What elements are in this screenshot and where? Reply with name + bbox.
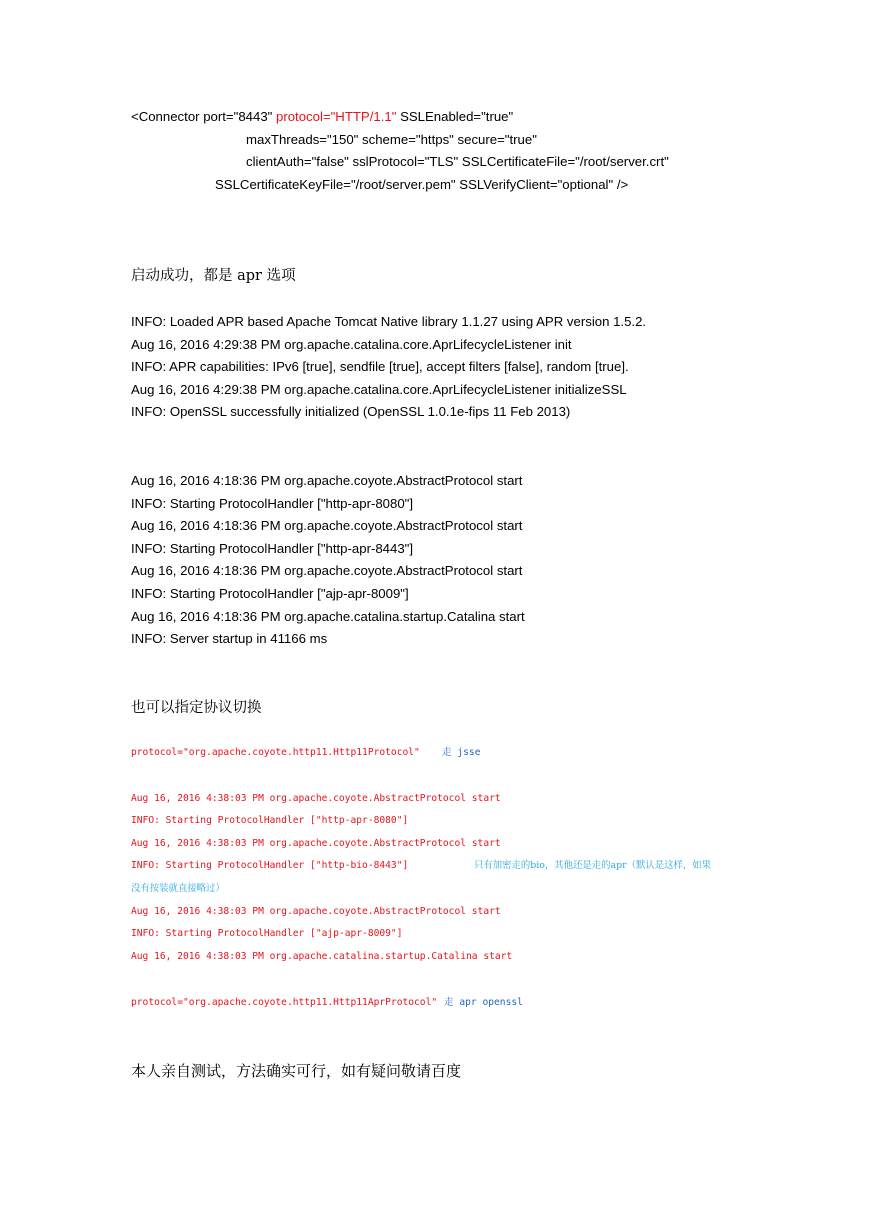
log3-line: Aug 16, 2016 4:38:03 PM org.apache.coyote.AbstractProtocol start — [131, 838, 501, 849]
log1-line: INFO: OpenSSL successfully initialized (OpenSSL 1.0.1e-fips 11 Feb 2013) — [131, 404, 571, 419]
protocol1-note-code: jsse — [457, 747, 481, 758]
config-connector-port: <Connector port="8443" — [131, 109, 276, 124]
protocol2-note-code: apr openssl — [459, 997, 523, 1008]
protocol1-code: protocol="org.apache.coyote.http11.Http11Protocol" — [131, 747, 420, 758]
log3-line: Aug 16, 2016 4:38:03 PM org.apache.coyote.AbstractProtocol start — [131, 793, 501, 804]
log2-line: INFO: Starting ProtocolHandler ["http-apr-8080"] — [131, 496, 414, 511]
protocol1-note — [442, 746, 480, 760]
log3-line: INFO: Starting ProtocolHandler ["http-apr-8080"] — [131, 815, 409, 826]
config-ssl-enabled: SSLEnabled="true" — [396, 109, 514, 124]
protocol1-note-cjk: 走 — [442, 747, 452, 758]
log2-line: INFO: Starting ProtocolHandler ["ajp-apr-8009"] — [131, 586, 409, 601]
config-line-4: SSLCertificateKeyFile="/root/server.pem" SSLVerifyClient="optional" /> — [215, 177, 629, 192]
heading-switch: 也可以指定协议切换 — [131, 700, 262, 716]
protocol2-note — [444, 996, 523, 1010]
log2-line: Aug 16, 2016 4:18:36 PM org.apache.coyote.AbstractProtocol start — [131, 518, 523, 533]
protocol2-code: protocol="org.apache.coyote.http11.Http11AprProtocol" — [131, 997, 438, 1008]
config-protocol-attr: protocol="HTTP/1.1" — [276, 109, 397, 124]
log2-line: Aug 16, 2016 4:18:36 PM org.apache.catalina.startup.Catalina start — [131, 609, 525, 624]
closing-remark: 本人亲自测试，方法确实可行，如有疑问敬请百度 — [131, 1062, 462, 1080]
log1-line: Aug 16, 2016 4:29:38 PM org.apache.catalina.core.AprLifecycleListener init — [131, 337, 572, 352]
log3-note-line-2: 没有按装就直接略过） — [131, 883, 225, 894]
config-line-3: clientAuth="false" sslProtocol="TLS" SSLCertificateFile="/root/server.crt" — [246, 154, 669, 169]
log2-line: Aug 16, 2016 4:18:36 PM org.apache.coyote.AbstractProtocol start — [131, 563, 523, 578]
log1-line: Aug 16, 2016 4:29:38 PM org.apache.catalina.core.AprLifecycleListener initializeSSL — [131, 382, 627, 397]
config-line-1 — [131, 108, 513, 126]
log3-line: Aug 16, 2016 4:38:03 PM org.apache.catalina.startup.Catalina start — [131, 951, 513, 962]
heading-success: 启动成功，都是 apr 选项 — [131, 268, 296, 284]
log2-line: INFO: Server startup in 41166 ms — [131, 631, 328, 646]
log1-line: INFO: Loaded APR based Apache Tomcat Native library 1.1.27 using APR version 1.5.2. — [131, 314, 647, 329]
log3-line: INFO: Starting ProtocolHandler ["http-bio-8443"] — [131, 860, 409, 871]
log1-line: INFO: APR capabilities: IPv6 [true], sendfile [true], accept filters [false], random [true]. — [131, 359, 629, 374]
log3-line: INFO: Starting ProtocolHandler ["ajp-apr-8009"] — [131, 928, 403, 939]
log3-line: Aug 16, 2016 4:38:03 PM org.apache.coyote.AbstractProtocol start — [131, 906, 501, 917]
log2-line: Aug 16, 2016 4:18:36 PM org.apache.coyote.AbstractProtocol start — [131, 473, 523, 488]
protocol2-note-cjk: 走 — [444, 997, 454, 1008]
config-line-2: maxThreads="150" scheme="https" secure="true" — [246, 132, 537, 147]
log2-line: INFO: Starting ProtocolHandler ["http-apr-8443"] — [131, 541, 414, 556]
log3-note-line-1: 只有加密走的bio，其他还是走的apr（默认是这样，如果 — [474, 860, 711, 871]
